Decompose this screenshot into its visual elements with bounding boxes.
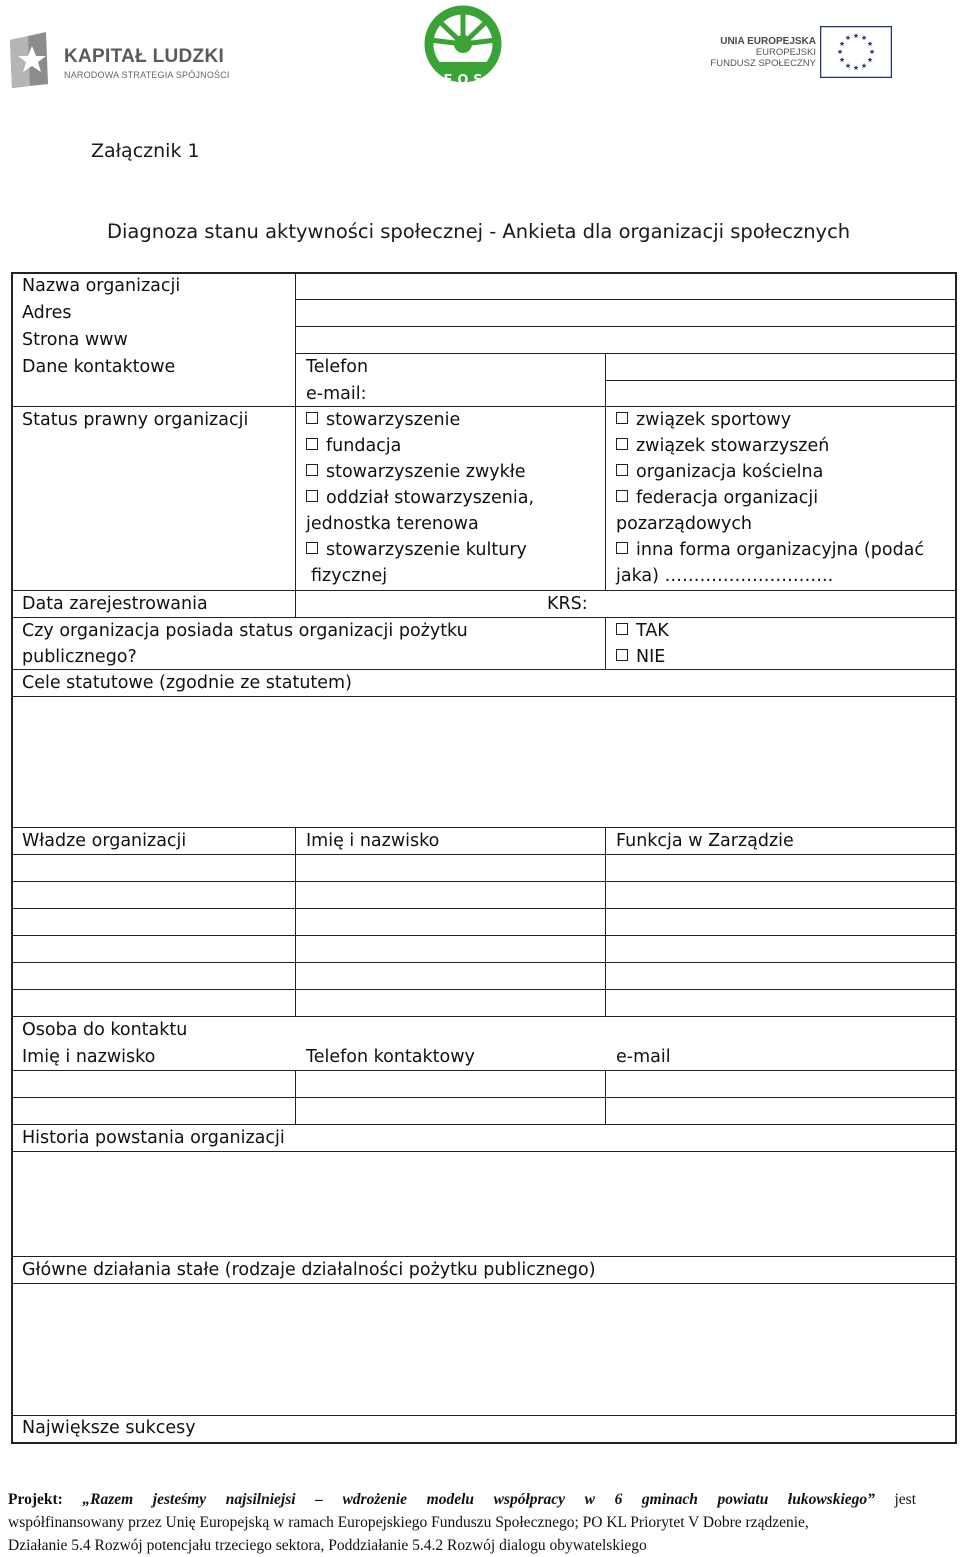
svg-text:★: ★ — [860, 62, 868, 70]
status-option-other[interactable]: inna forma organizacyjna (podać — [616, 537, 924, 563]
annex-label: Załącznik 1 — [91, 140, 200, 162]
checkbox-icon[interactable] — [616, 490, 628, 502]
contact-name-header: Imię i nazwisko — [22, 1047, 156, 1067]
checkbox-icon[interactable] — [616, 623, 628, 635]
status-option-physical-culture[interactable]: stowarzyszenie kultury — [306, 537, 527, 563]
svg-text:★: ★ — [852, 64, 860, 72]
checkbox-icon[interactable] — [306, 490, 318, 502]
svg-text:★: ★ — [838, 56, 846, 64]
status-option-physical-culture-cont: fizycznej — [311, 566, 388, 586]
statutory-goals-label: Cele statutowe (zgodnie ze statutem) — [22, 673, 352, 693]
footer-project-label: Projekt: — [8, 1491, 63, 1508]
opp-option-no[interactable]: NIE — [616, 644, 665, 670]
footer-project-name: „Razem jesteśmy najsilniejsi – wdrożenie modelu współpracy w 6 gminach powiatu łukowskiego” — [82, 1491, 875, 1508]
contact-person-label: Osoba do kontaktu — [22, 1020, 188, 1040]
footer-line-3: Działanie 5.4 Rozwój potencjału trzeciego sektora, Poddziałanie 5.4.2 Rozwój dialogu obywatelskiego — [8, 1537, 647, 1554]
status-option-simple-association[interactable]: stowarzyszenie zwykłe — [306, 459, 526, 485]
checkbox-icon[interactable] — [616, 438, 628, 450]
phone-label: Telefon — [306, 357, 369, 377]
eos-logo — [416, 4, 510, 94]
project-footer — [8, 1488, 916, 1557]
status-option-association-union[interactable]: związek stowarzyszeń — [616, 433, 829, 459]
website-label: Strona www — [22, 330, 128, 350]
status-option-ngo-federation[interactable]: federacja organizacji — [616, 485, 818, 511]
main-activities-label: Główne działania stałe (rodzaje działalności pożytku publicznego) — [22, 1260, 596, 1280]
svg-text:★: ★ — [866, 56, 874, 64]
eu-line-2: EUROPEJSKI — [755, 47, 816, 58]
svg-text:★: ★ — [844, 34, 852, 42]
authorities-label: Władze organizacji — [22, 831, 187, 851]
svg-text:★: ★ — [860, 34, 868, 42]
svg-text:★: ★ — [838, 40, 846, 48]
eu-text-block — [710, 36, 816, 69]
checkbox-icon[interactable] — [616, 464, 628, 476]
address-label: Adres — [22, 303, 72, 323]
kapital-ludzki-emblem-icon — [6, 28, 52, 90]
checkbox-icon[interactable] — [306, 412, 318, 424]
contact-data-label: Dane kontaktowe — [22, 357, 176, 377]
survey-form — [11, 272, 957, 1444]
status-option-branch[interactable]: oddział stowarzyszenia, — [306, 485, 534, 511]
checkbox-icon[interactable] — [616, 649, 628, 661]
opp-question-line-1: Czy organizacja posiada status organizacji pożytku — [22, 621, 468, 641]
eu-line-3: FUNDUSZ SPOŁECZNY — [710, 58, 816, 69]
org-name-label: Nazwa organizacji — [22, 276, 181, 296]
kapital-ludzki-title: KAPITAŁ LUDZKI — [64, 46, 225, 67]
svg-text:★: ★ — [868, 48, 876, 56]
contact-email-header: e-mail — [616, 1047, 671, 1067]
svg-text:★: ★ — [866, 40, 874, 48]
page-title: Diagnoza stanu aktywności społecznej - Ankieta dla organizacji społecznych — [107, 220, 851, 243]
opp-option-yes[interactable]: TAK — [616, 618, 669, 644]
svg-text:★: ★ — [836, 48, 844, 56]
footer-line-1-end: jest — [894, 1491, 917, 1508]
successes-label: Największe sukcesy — [22, 1418, 196, 1438]
email-label: e-mail: — [306, 384, 367, 404]
authorities-name-header: Imię i nazwisko — [306, 831, 440, 851]
eos-logo-text: E.O.S — [443, 73, 483, 88]
footer-line-1 — [8, 1488, 916, 1511]
eu-flag-icon — [820, 26, 892, 78]
status-option-branch-cont: jednostka terenowa — [306, 514, 479, 534]
legal-status-label: Status prawny organizacji — [22, 410, 249, 430]
svg-text:★: ★ — [852, 32, 860, 40]
eu-line-1: UNIA EUROPEJSKA — [720, 36, 816, 47]
status-option-sports-union[interactable]: związek sportowy — [616, 407, 791, 433]
history-label: Historia powstania organizacji — [22, 1128, 285, 1148]
contact-phone-header: Telefon kontaktowy — [306, 1047, 475, 1067]
kapital-ludzki-logo — [6, 24, 230, 96]
checkbox-icon[interactable] — [616, 542, 628, 554]
eu-logo — [710, 26, 892, 80]
kapital-ludzki-subtitle: NARODOWA STRATEGIA SPÓJNOŚCI — [64, 70, 230, 80]
checkbox-icon[interactable] — [306, 438, 318, 450]
opp-question-line-2: publicznego? — [22, 647, 137, 667]
checkbox-icon[interactable] — [616, 412, 628, 424]
krs-label: KRS: — [547, 594, 588, 614]
status-option-other-cont: jaka) ……………………….. — [616, 566, 834, 586]
status-option-foundation[interactable]: fundacja — [306, 433, 401, 459]
board-function-header: Funkcja w Zarządzie — [616, 831, 794, 851]
status-option-church-org[interactable]: organizacja kościelna — [616, 459, 823, 485]
checkbox-icon[interactable] — [306, 464, 318, 476]
svg-text:★: ★ — [844, 62, 852, 70]
checkbox-icon[interactable] — [306, 542, 318, 554]
footer-line-2: współfinansowany przez Unię Europejską w ramach Europejskiego Funduszu Społecznego; PO KL Priorytet V Dobre rządzenie, — [8, 1514, 809, 1531]
status-option-association[interactable]: stowarzyszenie — [306, 407, 460, 433]
status-option-ngo-federation-cont: pozarządowych — [616, 514, 753, 534]
registration-date-label: Data zarejestrowania — [22, 594, 208, 614]
